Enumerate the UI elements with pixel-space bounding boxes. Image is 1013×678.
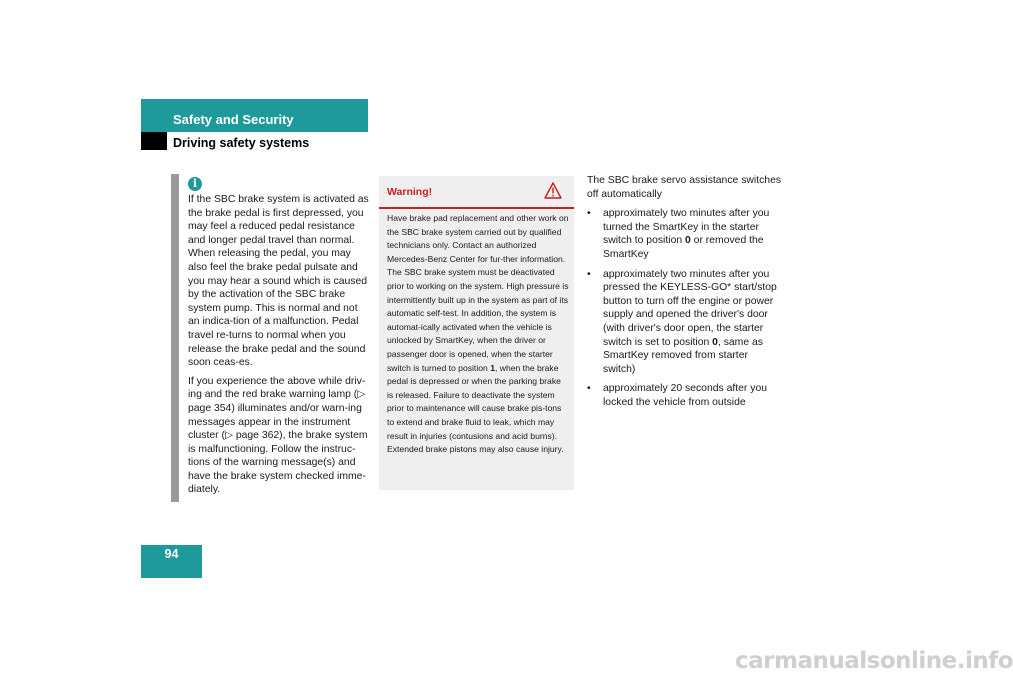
list-item-text: approximately two minutes after you turned the SmartKey in the starter switch to position [603, 208, 770, 247]
bullet-icon: • [587, 208, 591, 220]
page-reference-link[interactable]: ▷ page 354 [188, 389, 366, 414]
info-icon: i [188, 177, 202, 191]
watermark: carmanualsonline.info [735, 648, 1013, 674]
bullet-icon: • [587, 268, 591, 280]
list-item [587, 268, 782, 377]
warning-text-part: , when the brake pedal is depressed or when the parking brake is released. Failure to deactivate the system prior to maintenance will cause brake pis-tons to extend and brake fluid to leak, which may result in injuries (contusions and acid burns). Extended brake pistons may also cause injury. [387, 362, 564, 455]
info-note-paragraph-1: If the SBC brake system is activated as the brake pedal is first depressed, you may feel a reduced pedal resistance and longer pedal travel than normal. When releasing the pedal, you may also feel the brake pedal pulsate and you may hear a sound which is caused by the activation of the SBC brake system pump. This is normal and not an indica-tion of a malfunction. Pedal travel re-turns to normal when you release the brake pedal and the sound soon ceas-es. [188, 194, 369, 369]
position-0-label: 0 [712, 336, 718, 348]
main-text-column [587, 174, 782, 416]
warning-text-part: Have brake pad replacement and other work on the SBC brake system carried out by qualified technicians only. Contact an authorized Mercedes-Benz Center for fur-ther information. The SBC brake system must be deactivated prior to working on the system. High pressure is intermittently built up in the system as part of its automatic self-test. In addition, the system is automat-ically activated when the vehicle is unlocked by SmartKey, when the driver or passenger door is opened, when the starter switch is turned to position [387, 213, 569, 373]
info-note-text: If you experience the above while driv-ing and the red brake warning lamp ( [188, 375, 366, 401]
subsection-title: Driving safety systems [173, 136, 310, 150]
bullet-icon: • [587, 383, 591, 395]
page-number: 94 [164, 547, 179, 561]
position-1-label: 1 [490, 362, 495, 373]
warning-triangle-icon [544, 182, 562, 199]
page-reference-link[interactable]: ▷ page 362 [224, 430, 280, 442]
list-item [587, 382, 782, 409]
info-note-text: ), the brake system is malfunctioning. Follow the instruc-tions of the warning message(s) and have the brake system checked imme-diately. [188, 430, 368, 496]
section-title: Safety and Security [173, 112, 294, 127]
warning-divider [379, 207, 574, 209]
info-note-bar [171, 174, 179, 502]
subsection-marker [141, 132, 167, 150]
info-note-paragraph-2 [188, 375, 370, 497]
list-item-text: , same as SmartKey removed from starter switch) [603, 336, 763, 375]
warning-text [387, 212, 569, 457]
info-note [188, 193, 370, 502]
warning-title: Warning! [387, 186, 433, 198]
conditions-list [587, 207, 782, 409]
list-item-text: or removed the SmartKey [603, 235, 764, 260]
list-item [587, 207, 782, 261]
list-item-text: approximately 20 seconds after you locked the vehicle from outside [603, 383, 768, 408]
list-item-text: approximately two minutes after you pressed the KEYLESS-GO* start/stop button to turn off the engine or power supply and opened the driver's door (with driver's door open, the starter switch is set to position [603, 268, 777, 348]
position-0-label: 0 [685, 235, 691, 247]
intro-text: The SBC brake servo assistance switches off automatically [587, 175, 782, 200]
info-note-text: ) illuminates and/or warn-ing messages appear in the instrument cluster ( [188, 402, 362, 442]
